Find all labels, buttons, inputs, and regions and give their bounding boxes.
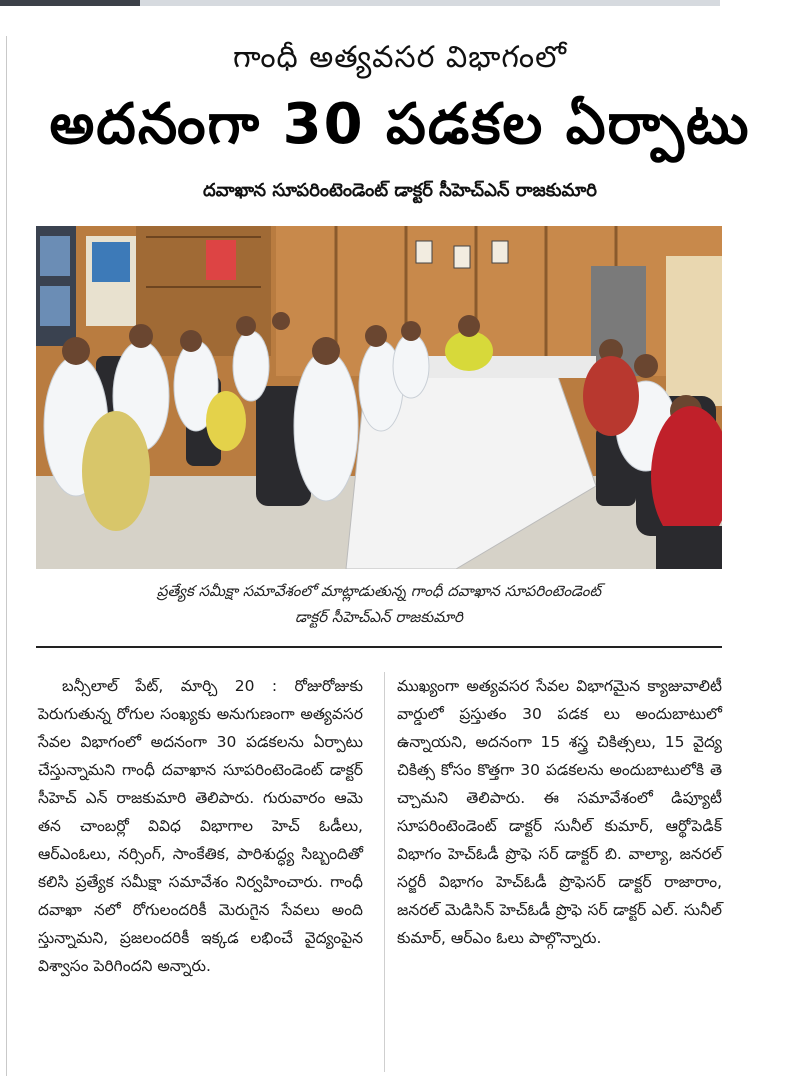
top-bar-light bbox=[140, 0, 720, 6]
caption-divider bbox=[36, 646, 722, 648]
caption-line-2: డాక్టర్ సీహెచ్ఎన్ రాజకుమారి bbox=[295, 608, 463, 626]
column-divider bbox=[384, 672, 385, 1072]
meeting-photo bbox=[36, 226, 722, 569]
article-headline: అదనంగా 30 పడకల ఏర్పాటు bbox=[49, 92, 751, 157]
article-byline: దవాఖాన సూపరింటెండెంట్ డాక్టర్ సీహెచ్ఎన్ రాజకుమారి bbox=[203, 180, 597, 201]
top-bar-dark bbox=[0, 0, 140, 6]
article-kicker: గాంధీ అత్యవసర విభాగంలో bbox=[233, 40, 567, 75]
photo-caption bbox=[36, 578, 722, 630]
article-body-left: బన్సీలాల్ పేట్, మార్చి 20 : రోజురోజుకు పెరుగుతున్న రోగుల సంఖ్యకు అనుగుణంగా అత్యవసర సేవల విభాగంలో అదనంగా 30 పడకలను ఏర్పాటు చేస్తున్నామని గాంధీ దవాఖాన సూపరింటెండెంట్ డాక్టర్ సీహెచ్ ఎన్ రాజకుమారి తెలిపారు. గురువారం ఆమె తన చాంబర్లో వివిధ విభాగాల హెచ్ ఓడీలు, ఆర్ఎంఓలు, నర్సింగ్, సాంకేతిక, పారిశుద్ధ్య సిబ్బందితో కలిసి ప్రత్యేక సమీక్షా సమావేశం నిర్వహించారు. గాంధీ దవాఖా నలో రోగులందరికీ మెరుగైన సేవలు అంది స్తున్నామని, ప్రజలందరికీ ఇక్కడ లభించే వైద్యంపైన విశ్వాసం పెరిగిందని అన్నారు. bbox=[38, 677, 363, 975]
caption-line-1: ప్రత్యేక సమీక్షా సమావేశంలో మాట్లాడుతున్న గాంధీ దవాఖాన సూపరింటెండెంట్ bbox=[156, 582, 602, 600]
article-body-right: ముఖ్యంగా అత్యవసర సేవల విభాగమైన క్యాజువాలిటీ వార్డులో ప్రస్తుతం 30 పడక లు అందుబాటులో ఉన్నాయని, అదనంగా 15 శస్త్ర చికిత్సలు, 15 వైద్య చికిత్స కోసం కొత్తగా 30 పడకలను అందుబాటులోకి తె చ్చామని తెలిపారు. ఈ సమావేశంలో డిప్యూటీ సూపరింటెండెంట్ డాక్టర్ సునీల్ కుమార్, ఆర్థోపెడిక్ విభాగం హెచ్ఓడీ ప్రొఫె సర్ డాక్టర్ బి. వాల్యా, జనరల్ సర్జరీ విభాగం హెచ్ఓడీ ప్రొఫెసర్ డాక్టర్ రాజారాం, జనరల్ మెడిసిన్ హెచ్ఓడీ ప్రొఫె సర్ డాక్టర్ ఎల్. సునీల్ కుమార్, ఆర్ఎం ఓలు పాల్గొన్నారు. bbox=[397, 677, 722, 947]
